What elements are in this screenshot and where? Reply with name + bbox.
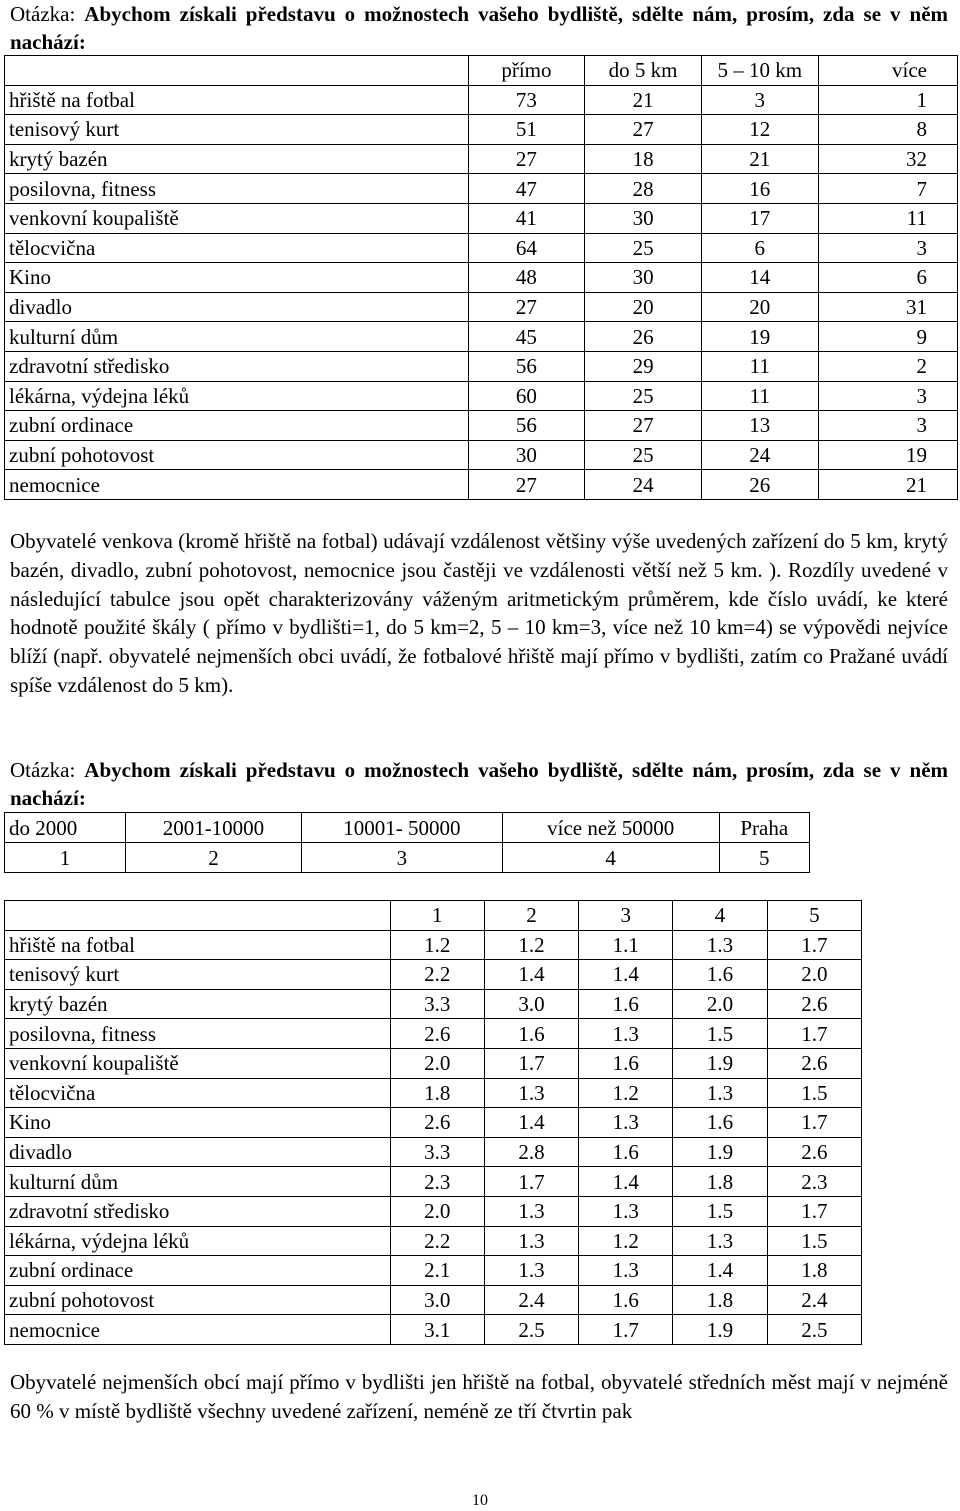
value-cell: 3	[301, 843, 502, 873]
value-cell: 17	[701, 203, 818, 233]
row-label-cell: zubní ordinace	[5, 1256, 391, 1286]
value-cell: 1.7	[767, 1019, 861, 1049]
table-row	[5, 381, 958, 411]
value-cell: 1.3	[484, 1226, 578, 1256]
value-cell: 2.5	[767, 1315, 861, 1345]
value-cell: 16	[701, 174, 818, 204]
table-row	[5, 263, 958, 293]
table-row	[5, 292, 958, 322]
value-cell: 29	[585, 351, 702, 381]
value-cell: 1.6	[579, 1137, 673, 1167]
value-cell: 1.4	[579, 960, 673, 990]
value-cell: 30	[585, 263, 702, 293]
value-cell: 1.5	[673, 1019, 767, 1049]
value-cell: 1.4	[579, 1167, 673, 1197]
value-cell: 21	[818, 470, 957, 500]
value-cell: Praha	[719, 813, 809, 843]
row-label-cell: nemocnice	[5, 1315, 391, 1345]
value-cell: 11	[701, 351, 818, 381]
value-cell: 1.5	[767, 1078, 861, 1108]
row-label-cell: kulturní dům	[5, 322, 469, 352]
row-label-cell: zubní pohotovost	[5, 1285, 391, 1315]
value-cell: 2.3	[390, 1167, 484, 1197]
value-cell: 1.7	[579, 1315, 673, 1345]
distance-table	[4, 55, 958, 500]
table-row	[5, 989, 862, 1019]
value-cell: 2.6	[390, 1108, 484, 1138]
value-cell: 56	[468, 351, 585, 381]
table-row	[5, 115, 958, 145]
value-cell: 4	[673, 901, 767, 931]
municipality-size-scale-table	[4, 812, 810, 873]
question-text: Abychom získali představu o možnostech vašeho bydliště, sdělte nám, prosím, zda se v něm nachází:	[10, 2, 949, 54]
value-cell: 21	[585, 85, 702, 115]
value-cell: 4	[502, 843, 719, 873]
value-cell: 3.0	[484, 989, 578, 1019]
value-cell: 1.7	[767, 1108, 861, 1138]
value-cell: 10001- 50000	[301, 813, 502, 843]
value-cell: 2.6	[767, 1137, 861, 1167]
row-label-cell: 1	[5, 843, 126, 873]
table-row	[5, 233, 958, 263]
value-cell: 3	[818, 381, 957, 411]
table-header-row	[5, 813, 810, 843]
value-cell: 64	[468, 233, 585, 263]
value-cell: 3	[701, 85, 818, 115]
value-cell: 2.1	[390, 1256, 484, 1286]
table-row	[5, 440, 958, 470]
value-cell: 7	[818, 174, 957, 204]
value-cell: 8	[818, 115, 957, 145]
value-cell: 1.8	[673, 1167, 767, 1197]
value-cell: 13	[701, 411, 818, 441]
value-cell: 25	[585, 381, 702, 411]
question-2	[10, 756, 948, 812]
table-row	[5, 930, 862, 960]
row-label-cell: tělocvična	[5, 233, 469, 263]
row-label-cell	[5, 56, 469, 86]
value-cell: 30	[585, 203, 702, 233]
value-cell: 1.8	[767, 1256, 861, 1286]
value-cell: 30	[468, 440, 585, 470]
table-row	[5, 203, 958, 233]
value-cell: 2.0	[390, 1048, 484, 1078]
value-cell: 19	[818, 440, 957, 470]
table-row	[5, 1315, 862, 1345]
value-cell: 3.3	[390, 989, 484, 1019]
row-label-cell: nemocnice	[5, 470, 469, 500]
value-cell: 1.3	[484, 1196, 578, 1226]
value-cell: 3.3	[390, 1137, 484, 1167]
value-cell: 45	[468, 322, 585, 352]
value-cell: 1.7	[767, 1196, 861, 1226]
value-cell: 11	[818, 203, 957, 233]
row-label-cell: zubní pohotovost	[5, 440, 469, 470]
value-cell: 31	[818, 292, 957, 322]
row-label-cell: divadlo	[5, 292, 469, 322]
value-cell: 26	[701, 470, 818, 500]
table-row	[5, 1137, 862, 1167]
value-cell: 1.2	[579, 1078, 673, 1108]
table-row	[5, 85, 958, 115]
value-cell: 1.9	[673, 1315, 767, 1345]
value-cell: do 5 km	[585, 56, 702, 86]
value-cell: 1.9	[673, 1048, 767, 1078]
value-cell: 20	[585, 292, 702, 322]
row-label-cell: tenisový kurt	[5, 960, 391, 990]
value-cell: 1.4	[484, 1108, 578, 1138]
table-row	[5, 1019, 862, 1049]
value-cell: 2.2	[390, 960, 484, 990]
question-text: Abychom získali představu o možnostech vašeho bydliště, sdělte nám, prosím, zda se v něm nachází:	[10, 758, 949, 810]
table-row	[5, 1108, 862, 1138]
value-cell: 32	[818, 144, 957, 174]
value-cell: 18	[585, 144, 702, 174]
value-cell: 2	[126, 843, 302, 873]
value-cell: 27	[468, 470, 585, 500]
value-cell: 27	[585, 411, 702, 441]
value-cell: 47	[468, 174, 585, 204]
value-cell: 3.1	[390, 1315, 484, 1345]
value-cell: 25	[585, 233, 702, 263]
value-cell: 2.4	[484, 1285, 578, 1315]
value-cell: 27	[468, 144, 585, 174]
value-cell: 9	[818, 322, 957, 352]
row-label-cell: divadlo	[5, 1137, 391, 1167]
table-row	[5, 1285, 862, 1315]
value-cell: 14	[701, 263, 818, 293]
row-label-cell: tenisový kurt	[5, 115, 469, 145]
value-cell: 1.3	[579, 1019, 673, 1049]
value-cell: 1.8	[673, 1285, 767, 1315]
value-cell: 2.2	[390, 1226, 484, 1256]
value-cell: 1.6	[484, 1019, 578, 1049]
value-cell: 6	[701, 233, 818, 263]
value-cell: 1.4	[673, 1256, 767, 1286]
value-cell: 27	[585, 115, 702, 145]
value-cell: 12	[701, 115, 818, 145]
row-label-cell: do 2000	[5, 813, 126, 843]
paragraph-conclusion: Obyvatelé nejmenších obcí mají přímo v bydlišti jen hřiště na fotbal, obyvatelé středních měst mají v nejméně 60 % v místě bydliště všechny uvedené zařízení, neméně ze tří čtvrtin pak	[10, 1370, 948, 1423]
value-cell: 11	[701, 381, 818, 411]
value-cell: 1.3	[484, 1078, 578, 1108]
table-row	[5, 1256, 862, 1286]
value-cell: 51	[468, 115, 585, 145]
row-label-cell: lékárna, výdejna léků	[5, 381, 469, 411]
table-row	[5, 411, 958, 441]
row-label-cell: hřiště na fotbal	[5, 85, 469, 115]
row-label-cell: Kino	[5, 263, 469, 293]
value-cell: 2.0	[673, 989, 767, 1019]
row-label-cell: lékárna, výdejna léků	[5, 1226, 391, 1256]
value-cell: 2.6	[767, 989, 861, 1019]
table-row	[5, 174, 958, 204]
value-cell: přímo	[468, 56, 585, 86]
value-cell: 1.3	[579, 1108, 673, 1138]
table-row	[5, 1196, 862, 1226]
value-cell: 56	[468, 411, 585, 441]
table-row	[5, 1078, 862, 1108]
value-cell: 1.9	[673, 1137, 767, 1167]
value-cell: 1.4	[484, 960, 578, 990]
value-cell: 1.3	[673, 930, 767, 960]
question-label: Otázka:	[10, 2, 76, 26]
value-cell: 3.0	[390, 1285, 484, 1315]
paragraph-distance-summary: Obyvatelé venkova (kromě hřiště na fotbal) udávají vzdálenost většiny výše uvedených zařízení do 5 km, krytý bazén, divadlo, zubní pohotovost, nemocnice jsou častěji ve vzdálenosti větší než 5 km. ). Rozdíly uvedené v následující tabulce jsou opět charakterizovány váženým aritmetickým průměrem, kde číslo uvádí, ke které hodnotě použité škály ( přímo v bydlišti=1, do 5 km=2, 5 – 10 km=3, více než 10 km=4) se výpovědi nejvíce blíží (např. obyvatelé nejmenších obci uvádí, že fotbalové hřiště mají přímo v bydlišti, zatím co Pražané uvádí spíše vzdálenost do 5 km).	[10, 529, 948, 697]
question-1	[10, 0, 948, 56]
page-number: 10	[472, 1492, 488, 1509]
value-cell: 2.8	[484, 1137, 578, 1167]
value-cell: 1.6	[579, 1048, 673, 1078]
value-cell: 2.3	[767, 1167, 861, 1197]
table-row	[5, 144, 958, 174]
value-cell: 1.7	[767, 930, 861, 960]
table-row	[5, 1048, 862, 1078]
value-cell: 2001-10000	[126, 813, 302, 843]
value-cell: 2.4	[767, 1285, 861, 1315]
value-cell: 5 – 10 km	[701, 56, 818, 86]
value-cell: 21	[701, 144, 818, 174]
row-label-cell: venkovní koupaliště	[5, 1048, 391, 1078]
value-cell: 73	[468, 85, 585, 115]
table-row	[5, 1167, 862, 1197]
row-label-cell: hřiště na fotbal	[5, 930, 391, 960]
value-cell: 3	[818, 233, 957, 263]
value-cell: 1	[818, 85, 957, 115]
value-cell: 5	[719, 843, 809, 873]
value-cell: 3	[579, 901, 673, 931]
value-cell: 1	[390, 901, 484, 931]
value-cell: 2	[484, 901, 578, 931]
table-row	[5, 843, 810, 873]
value-cell: 1.1	[579, 930, 673, 960]
value-cell: 24	[585, 470, 702, 500]
value-cell: 1.2	[390, 930, 484, 960]
value-cell: více než 50000	[502, 813, 719, 843]
value-cell: 41	[468, 203, 585, 233]
value-cell: 19	[701, 322, 818, 352]
value-cell: 24	[701, 440, 818, 470]
value-cell: 48	[468, 263, 585, 293]
value-cell: 3	[818, 411, 957, 441]
row-label-cell	[5, 901, 391, 931]
value-cell: 2.5	[484, 1315, 578, 1345]
value-cell: 1.6	[673, 960, 767, 990]
row-label-cell: posilovna, fitness	[5, 1019, 391, 1049]
value-cell: 1.3	[484, 1256, 578, 1286]
value-cell: 1.2	[579, 1226, 673, 1256]
value-cell: 1.6	[673, 1108, 767, 1138]
value-cell: 1.6	[579, 989, 673, 1019]
value-cell: 5	[767, 901, 861, 931]
row-label-cell: posilovna, fitness	[5, 174, 469, 204]
value-cell: 27	[468, 292, 585, 322]
question-label: Otázka:	[10, 758, 76, 782]
table-row	[5, 470, 958, 500]
row-label-cell: tělocvična	[5, 1078, 391, 1108]
value-cell: 2	[818, 351, 957, 381]
value-cell: 1.3	[673, 1226, 767, 1256]
value-cell: 1.8	[390, 1078, 484, 1108]
table-header-row	[5, 56, 958, 86]
value-cell: 1.3	[579, 1256, 673, 1286]
row-label-cell: Kino	[5, 1108, 391, 1138]
value-cell: více	[818, 56, 957, 86]
value-cell: 1.5	[767, 1226, 861, 1256]
table-row	[5, 351, 958, 381]
value-cell: 60	[468, 381, 585, 411]
value-cell: 1.3	[579, 1196, 673, 1226]
value-cell: 2.0	[390, 1196, 484, 1226]
value-cell: 1.3	[673, 1078, 767, 1108]
value-cell: 25	[585, 440, 702, 470]
value-cell: 2.6	[767, 1048, 861, 1078]
weighted-mean-table	[4, 900, 862, 1345]
row-label-cell: zubní ordinace	[5, 411, 469, 441]
row-label-cell: kulturní dům	[5, 1167, 391, 1197]
value-cell: 26	[585, 322, 702, 352]
value-cell: 1.5	[673, 1196, 767, 1226]
value-cell: 1.2	[484, 930, 578, 960]
value-cell: 2.0	[767, 960, 861, 990]
row-label-cell: krytý bazén	[5, 144, 469, 174]
value-cell: 1.7	[484, 1167, 578, 1197]
table-row	[5, 960, 862, 990]
row-label-cell: zdravotní středisko	[5, 351, 469, 381]
value-cell: 28	[585, 174, 702, 204]
value-cell: 1.6	[579, 1285, 673, 1315]
table-row	[5, 322, 958, 352]
row-label-cell: venkovní koupaliště	[5, 203, 469, 233]
value-cell: 1.7	[484, 1048, 578, 1078]
row-label-cell: krytý bazén	[5, 989, 391, 1019]
value-cell: 20	[701, 292, 818, 322]
value-cell: 2.6	[390, 1019, 484, 1049]
value-cell: 6	[818, 263, 957, 293]
row-label-cell: zdravotní středisko	[5, 1196, 391, 1226]
table-header-row	[5, 901, 862, 931]
table-row	[5, 1226, 862, 1256]
